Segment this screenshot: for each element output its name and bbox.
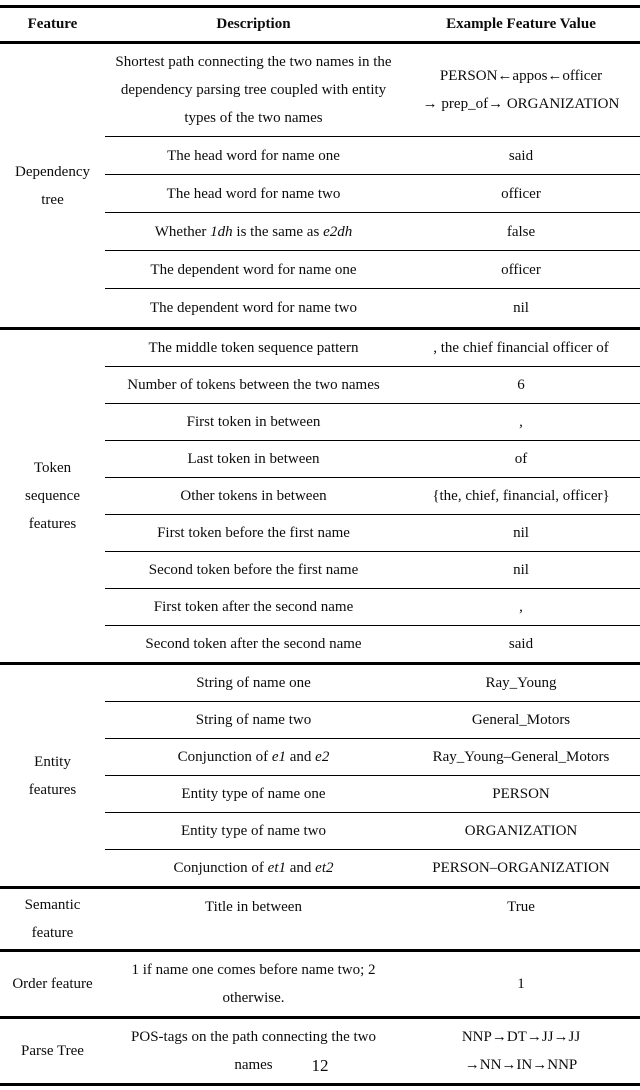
- description-text: Second token after the second name: [145, 636, 362, 652]
- description-cell: [105, 252, 402, 288]
- feature-name-cell: Order feature: [12, 976, 93, 992]
- description-text: Title in between: [205, 899, 302, 915]
- table-row: [105, 952, 640, 1016]
- description-cell: [105, 813, 402, 849]
- value-line: officer: [501, 261, 541, 278]
- group-rows: [105, 44, 640, 327]
- table-row: [105, 813, 640, 850]
- feature-group: [0, 952, 640, 1019]
- value-line: PERSON–ORGANIZATION: [432, 860, 610, 876]
- description-cell: [105, 776, 402, 812]
- feature-name-cell: Parse Tree: [21, 1043, 84, 1059]
- value-line: ORGANIZATION: [464, 823, 578, 839]
- description-cell: [105, 44, 402, 136]
- value-cell: [402, 441, 640, 477]
- description-cell: [105, 850, 402, 886]
- column-header-description: Description: [216, 16, 291, 32]
- features-table: [0, 5, 640, 1086]
- value-cell: [402, 214, 640, 250]
- value-cell: [402, 813, 640, 849]
- description-text: Shortest path connecting the two names in the dependency parsing tree coupled with entity types of the two names: [115, 54, 392, 126]
- description-text: The middle token sequence pattern: [148, 340, 359, 356]
- page-number: 12: [311, 1056, 329, 1075]
- value-cell: [402, 776, 640, 812]
- value-line: ,: [519, 414, 523, 430]
- description-text: The dependent word for name two: [149, 300, 357, 316]
- description-text: Entity type of name two: [181, 823, 326, 839]
- table-row: [105, 739, 640, 776]
- value-cell: [402, 176, 640, 212]
- table-row: [105, 441, 640, 478]
- table-row: [105, 367, 640, 404]
- table-row: [105, 478, 640, 515]
- value-line: True: [507, 899, 535, 915]
- value-cell: [402, 330, 640, 366]
- value-cell: [402, 404, 640, 440]
- value-line: said: [508, 636, 534, 652]
- group-rows: [105, 952, 640, 1016]
- value-line: PERSON: [492, 786, 550, 802]
- table-row: [105, 175, 640, 213]
- description-text: and: [286, 860, 316, 876]
- description-text: and: [286, 749, 316, 765]
- value-cell: [402, 138, 640, 174]
- description-cell: [105, 952, 402, 1016]
- description-text: The head word for name two: [166, 185, 341, 202]
- value-cell: [402, 515, 640, 551]
- italic-term: et2: [315, 860, 334, 876]
- table-row: [105, 776, 640, 813]
- description-text: First token after the second name: [153, 599, 354, 615]
- description-text: First token before the first name: [157, 525, 350, 541]
- value-line: nil: [513, 525, 529, 541]
- table-row: [105, 213, 640, 251]
- description-cell: [105, 589, 402, 625]
- description-cell: [105, 702, 402, 738]
- feature-group: [0, 44, 640, 330]
- value-line: Ray_Young–General_Motors: [432, 749, 610, 765]
- table-row: [105, 702, 640, 739]
- description-cell: [105, 367, 402, 403]
- table-row: [105, 289, 640, 327]
- description-text: String of name two: [195, 712, 312, 728]
- feature-group: [0, 665, 640, 889]
- feature-name-cell: Entity features: [28, 753, 77, 798]
- table-row: [105, 889, 640, 925]
- value-cell: [402, 58, 640, 122]
- table-row: [105, 665, 640, 702]
- description-text: Conjunction of: [173, 860, 268, 876]
- description-text: POS-tags on the path connecting the two names: [131, 1029, 376, 1073]
- value-cell: [402, 290, 640, 326]
- column-header-feature: Feature: [27, 16, 78, 32]
- group-rows: [105, 665, 640, 886]
- value-cell: [402, 889, 640, 925]
- description-text: The dependent word for name one: [150, 261, 357, 278]
- italic-term: et1: [267, 860, 286, 876]
- description-cell: [105, 478, 402, 514]
- description-cell: [105, 290, 402, 326]
- table-row: [105, 552, 640, 589]
- description-text: The head word for name one: [167, 147, 340, 164]
- description-text: First token in between: [186, 414, 321, 430]
- table-header-row: [0, 8, 640, 44]
- group-rows: [105, 330, 640, 662]
- feature-name-cell: Token sequence features: [25, 460, 80, 532]
- description-cell: [105, 665, 402, 701]
- value-line: , the chief financial officer of: [433, 340, 609, 356]
- description-text: is the same as: [232, 223, 324, 240]
- description-cell: [105, 441, 402, 477]
- description-cell: [105, 889, 402, 925]
- description-cell: [105, 552, 402, 588]
- value-cell: [402, 665, 640, 701]
- value-cell: [402, 252, 640, 288]
- description-text: Whether: [154, 223, 211, 240]
- value-line: of: [514, 451, 528, 467]
- value-cell: [402, 552, 640, 588]
- description-text: Entity type of name one: [181, 786, 326, 802]
- value-line: PERSON←appos←officer: [439, 68, 603, 84]
- description-text: 1 if name one comes before name two; 2 otherwise.: [131, 962, 376, 1006]
- table-row: [105, 44, 640, 137]
- value-line: → prep_of→ ORGANIZATION: [422, 96, 620, 112]
- feature-name-cell: Dependency tree: [15, 163, 90, 208]
- feature-group: [0, 889, 640, 952]
- value-line: nil: [513, 300, 529, 316]
- value-line: ,: [519, 599, 523, 615]
- value-cell: [402, 478, 640, 514]
- description-text: Number of tokens between the two names: [127, 377, 380, 393]
- value-cell: [402, 626, 640, 662]
- table-row: [105, 850, 640, 886]
- description-cell: [105, 138, 402, 174]
- italic-term: e1: [271, 749, 286, 765]
- value-line: officer: [501, 185, 541, 202]
- value-cell: [402, 589, 640, 625]
- description-cell: [105, 404, 402, 440]
- description-text: String of name one: [196, 675, 311, 691]
- description-text: Second token before the first name: [148, 562, 359, 578]
- description-cell: [105, 330, 402, 366]
- value-line: →NN→IN→NNP: [464, 1057, 578, 1073]
- description-cell: [105, 176, 402, 212]
- value-cell: [402, 966, 640, 1002]
- value-line: said: [508, 147, 534, 164]
- value-cell: [402, 367, 640, 403]
- feature-group: [0, 330, 640, 665]
- description-cell: [105, 626, 402, 662]
- value-line: Ray_Young: [485, 675, 557, 691]
- value-line: false: [506, 223, 536, 240]
- table-row: [105, 330, 640, 367]
- value-cell: [402, 739, 640, 775]
- table-row: [105, 251, 640, 289]
- italic-term: e2dh: [323, 223, 353, 240]
- description-text: Other tokens in between: [180, 488, 327, 504]
- table-row: [105, 404, 640, 441]
- value-line: 1: [517, 976, 525, 992]
- column-header-example-value: Example Feature Value: [446, 16, 596, 32]
- value-line: 6: [517, 377, 525, 393]
- description-text: Last token in between: [187, 451, 320, 467]
- table-row: [105, 137, 640, 175]
- description-cell: [105, 739, 402, 775]
- italic-term: 1dh: [210, 223, 233, 240]
- italic-term: e2: [315, 749, 330, 765]
- description-cell: [105, 214, 402, 250]
- description-text: Conjunction of: [177, 749, 272, 765]
- feature-name-cell: Semantic feature: [24, 897, 81, 941]
- group-rows: [105, 889, 640, 949]
- value-line: General_Motors: [471, 712, 571, 728]
- table-row: [105, 515, 640, 552]
- description-cell: [105, 515, 402, 551]
- value-line: nil: [513, 562, 529, 578]
- table-row: [105, 626, 640, 662]
- value-cell: [402, 702, 640, 738]
- value-cell: [402, 850, 640, 886]
- value-line: NNP→DT→JJ→JJ: [461, 1029, 581, 1045]
- value-line: {the, chief, financial, officer}: [432, 488, 610, 504]
- table-row: [105, 589, 640, 626]
